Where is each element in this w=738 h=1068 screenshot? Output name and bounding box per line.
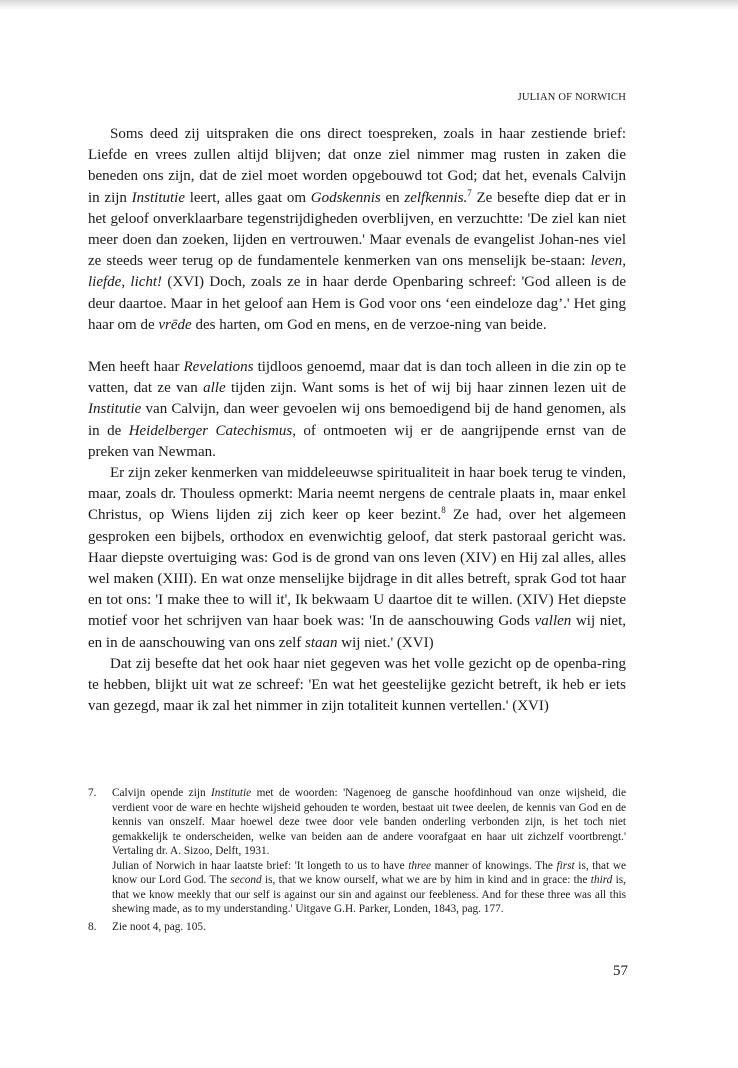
text-run: wij niet.' (XVI) [337, 634, 434, 651]
text-run: is, that we know our Lord God. The [112, 859, 626, 886]
text-run: Julian of Norwich in haar laatste brief: 'It longeth to us to have [112, 859, 409, 872]
italic-run: Institutie [211, 787, 252, 799]
italic-run: second [230, 874, 262, 886]
text-run: tijden zijn. Want soms is het of wij bij haar zinnen lezen uit de [225, 380, 627, 397]
italic-run: three [408, 859, 431, 872]
text-run: (XVI) Doch, zoals ze in haar derde Openbaring schreef: 'God alleen is de deur daartoe. Maar in het geloof aan Hem is God voor ons ‘een eindeloze dag’.' Het ging haar om de [88, 274, 626, 333]
text-run: leert, alles gaat om [184, 189, 311, 206]
footnote-ref-7: 7 [467, 187, 472, 198]
italic-run: zelfkennis. [404, 189, 468, 206]
text-run: manner of knowings. The [431, 859, 557, 872]
italic-run: leven, liefde, licht! [88, 253, 626, 291]
paragraph-1 [88, 124, 626, 336]
page-number: 57 [613, 963, 628, 979]
main-text [88, 124, 626, 717]
text-run: Ze had, over het algemeen gesproken een bijbels, orthodox en evenwichtig geloof, dat sterk pastoraal gericht was. Haar diepste overtuiging was: God is de grond van ons leven (XIV) en Hij zal alles, alles wel maken (XIII). En wat onze menselijke bijdrage in dit alles betreft, sprak God tot haar en tot ons: 'I make thee to will it', Ik bekwaam U daartoe dit te willen. (XIV) Het diepste motief voor het schrijven van haar boek was: 'In de aanschouwing Gods [88, 507, 626, 630]
italic-run: Institutie [88, 401, 142, 418]
italic-run: vrēde [158, 316, 192, 333]
text-run: is, that we know ourself, what we are by him in kind and in grace: the [261, 874, 591, 886]
running-head: JULIAN OF NORWICH [517, 92, 626, 103]
footnote-body [112, 920, 626, 935]
footnote-ref-8: 8 [441, 505, 446, 516]
paragraph-2 [88, 357, 626, 463]
footnote-paragraph [112, 786, 626, 859]
text-run: Dat zij besefte dat het ook haar niet gegeven was het volle gezicht op de openba-ring te hebben, blijkt uit wat ze schreef: 'En wat het geestelijke gezicht betreft, ik heb er iets van gezegd, maar ik zal het nimmer in zijn totaliteit kunnen vertellen.' (XVI) [88, 655, 626, 715]
text-run: Calvijn opende zijn [112, 787, 212, 799]
footnote-paragraph [112, 859, 626, 917]
italic-run: third [590, 874, 613, 886]
italic-run: Heidelberger Catechismus [128, 422, 293, 439]
footnote-paragraph [112, 920, 626, 935]
text-run: van Calvijn, dan weer gevoelen wij ons bemoedigend bij de hand genomen, als in de [88, 401, 626, 439]
text-run: , of ontmoeten wij er de aangrijpende ernst van de preken van Newman. [88, 422, 626, 460]
text-run: Soms deed zij uitspraken die ons direct toespreken, zoals in haar zestiende brief: Liefde en vrees zullen altijd blijven; dat onze ziel nimmer mag rusten in zaken die beneden ons zijn, dat de ziel moet worden opgebouwd tot God; dat het, evenals Calvijn in zijn [88, 126, 626, 206]
italic-run: first [556, 859, 575, 872]
text-run: Men heeft haar [88, 359, 184, 376]
footnote-8 [88, 920, 626, 935]
footnote-number: 8. [88, 920, 97, 933]
text-run: Ze besefte diep dat er in het geloof onverklaarbare tegenstrijdigheden overblijven, en verzuchtte: 'De ziel kan niet meer doen dan zoeken, lijden en vertrouwen.' Maar evenals de evangelist Johan-nes viel ze steeds weer terug op de fundamentele kenmerken van ons menselijk be-staan: [88, 189, 626, 270]
italic-run: staan [305, 634, 338, 651]
text-run: met de woorden: 'Nagenoeg de gansche hoofdinhoud van onze wijsheid, die verdient voor de ware en hechte wijsheid gehouden te worden, bestaat uit twee deelen, de kennis van God en de kennis van onszelf. Maar hoewel deze twee door vele banden onderling verbonden zijn, is het toch niet gemakkelijk te onderscheiden, welke van beiden aan de andere voorafgaat en haar uit zichzelf voortbrengt.' Vertaling dr. A. Sizoo, Delft, 1931. [112, 787, 627, 857]
text-run: is, that we know meekly that our self is against our sin and against our feebleness. And for these three was all this shewing made, as to my understanding.' Uitgave G.H. Parker, Londen, 1843, pag. 177. [112, 874, 627, 915]
text-run: Zie noot 4, pag. 105. [112, 920, 206, 933]
footnotes [88, 786, 626, 937]
text-run: des harten, om God en mens, en de verzoe-ning van beide. [191, 316, 547, 333]
paragraph-4 [88, 654, 626, 718]
italic-run: vallen [534, 613, 572, 630]
italic-run: Institutie [131, 189, 185, 206]
paragraph-3 [88, 463, 626, 654]
text-run: tijdloos genoemd, maar dat is dan toch alleen in die zin op te vatten, dat ze van [88, 359, 626, 397]
footnote-7 [88, 786, 626, 917]
text-run: Er zijn zeker kenmerken van middeleeuwse spiritualiteit in haar boek terug te vinden, maar, zoals dr. Thouless opmerkt: Maria neemt nergens de centrale plaats in, maar enkel Christus, op Wiens lijden zij zich keer op keer bezint. [88, 465, 626, 524]
text-run: wij niet, en in de aanschouwing van ons zelf [88, 613, 626, 651]
scan-top-shadow [0, 0, 738, 10]
italic-run: alle [203, 380, 226, 397]
italic-run: Revelations [183, 359, 254, 376]
italic-run: Godskennis [310, 189, 381, 206]
footnote-body [112, 786, 626, 917]
footnote-number: 7. [88, 787, 97, 799]
text-run: en [380, 189, 405, 206]
